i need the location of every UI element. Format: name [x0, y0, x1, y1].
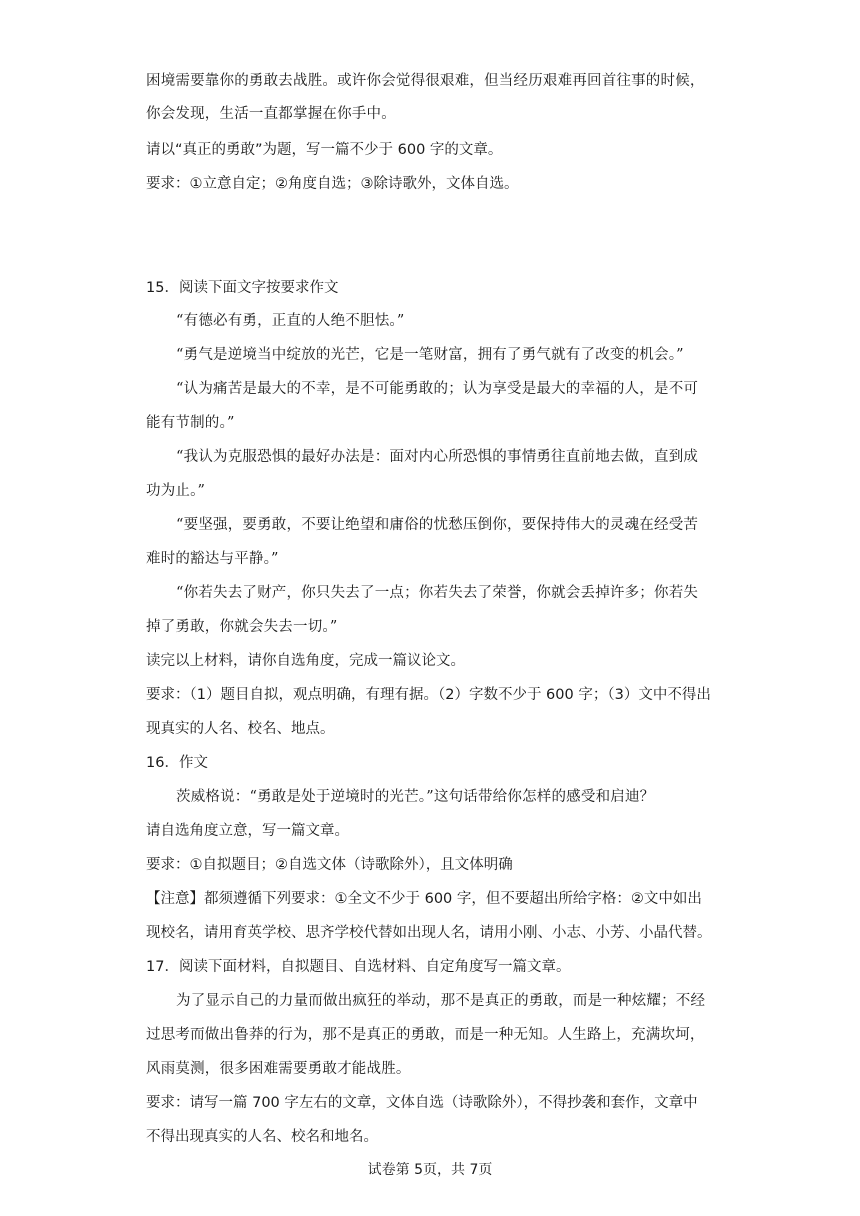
q15-quote-line: “你若失去了财产，你只失去了一点；你若失去了荣誉，你就会丢掉许多；你若失: [176, 585, 699, 601]
q15-quote-line: “要坚强，要勇敢，不要让绝望和庸俗的忧愁压倒你，要保持伟大的灵魂在经受苦: [176, 517, 699, 533]
q17-requirements-line: 不得出现真实的人名、校名和地名。: [146, 1129, 378, 1145]
q16-instruction: 请自选角度立意，写一篇文章。: [146, 823, 349, 839]
intro-text-line: 困境需要靠你的勇敢去战胜。或许你会觉得很艰难，但当经历艰难再回首往事的时候，: [146, 73, 705, 89]
q16-quote: 茨威格说：“勇敢是处于逆境时的光芒。”这句话带给你怎样的感受和启迪？: [176, 789, 655, 805]
question-16-heading: 16．作文: [146, 755, 208, 771]
intro-requirements: 要求：①立意自定；②角度自选；③除诗歌外，文体自选。: [146, 176, 519, 192]
q16-requirements: 要求：①自拟题目；②自选文体（诗歌除外），且文体明确: [146, 857, 513, 873]
q16-note-line: 【注意】都须遵循下列要求：①全文不少于 600 字，但不要超出所给字格：②文中如出: [146, 891, 702, 907]
q15-quote-line: 能有节制的。”: [146, 415, 235, 431]
q15-quote-line: 功为止。”: [146, 483, 206, 499]
question-15-heading: 15．阅读下面文字按要求作文: [146, 280, 339, 296]
intro-text-line: 你会发现，生活一直都掌握在你手中。: [146, 106, 396, 122]
q17-material-line: 为了显示自己的力量而做出疯狂的举动，那不是真正的勇敢，而是一种炫耀；不经: [176, 993, 706, 1009]
q17-requirements-line: 要求：请写一篇 700 字左右的文章，文体自选（诗歌除外），不得抄袭和套作，文章中: [146, 1095, 698, 1111]
q15-instruction: 读完以上材料，请你自选角度，完成一篇议论文。: [146, 653, 465, 669]
q15-quote-line: 掉了勇敢，你就会失去一切。”: [146, 619, 338, 635]
q15-quote-line: “认为痛苦是最大的不幸，是不可能勇敢的；认为享受是最大的幸福的人，是不可: [176, 381, 699, 397]
q15-quote-line: “有德必有勇，正直的人绝不胆怯。”: [176, 313, 405, 329]
q15-requirements-line: 现真实的人名、校名、地点。: [146, 721, 335, 737]
intro-prompt: 请以“真正的勇敢”为题，写一篇不少于 600 字的文章。: [146, 142, 503, 158]
q17-material-line: 风雨莫测，很多困难需要勇敢才能战胜。: [146, 1061, 411, 1077]
q16-note-line: 现校名，请用育英学校、思齐学校代替如出现人名，请用小刚、小志、小芳、小晶代替。: [146, 925, 712, 941]
q15-quote-line: “我认为克服恐惧的最好办法是：面对内心所恐惧的事情勇往直前地去做，直到成: [176, 449, 699, 465]
q15-requirements-line: 要求：（1）题目自拟，观点明确，有理有据。（2）字数不少于 600 字；（3）文中不得出: [146, 687, 711, 703]
q17-material-line: 过思考而做出鲁莽的行为，那不是真正的勇敢，而是一种无知。人生路上，充满坎坷，: [146, 1027, 705, 1043]
question-17-heading: 17．阅读下面材料，自拟题目、自选材料、自定角度写一篇文章。: [146, 959, 571, 975]
q15-quote-line: “勇气是逆境当中绽放的光芒，它是一笔财富，拥有了勇气就有了改变的机会。”: [176, 347, 684, 363]
page-number: 试卷第 5页，共 7页: [367, 1162, 493, 1178]
q15-quote-line: 难时的豁达与平静。”: [146, 551, 279, 567]
